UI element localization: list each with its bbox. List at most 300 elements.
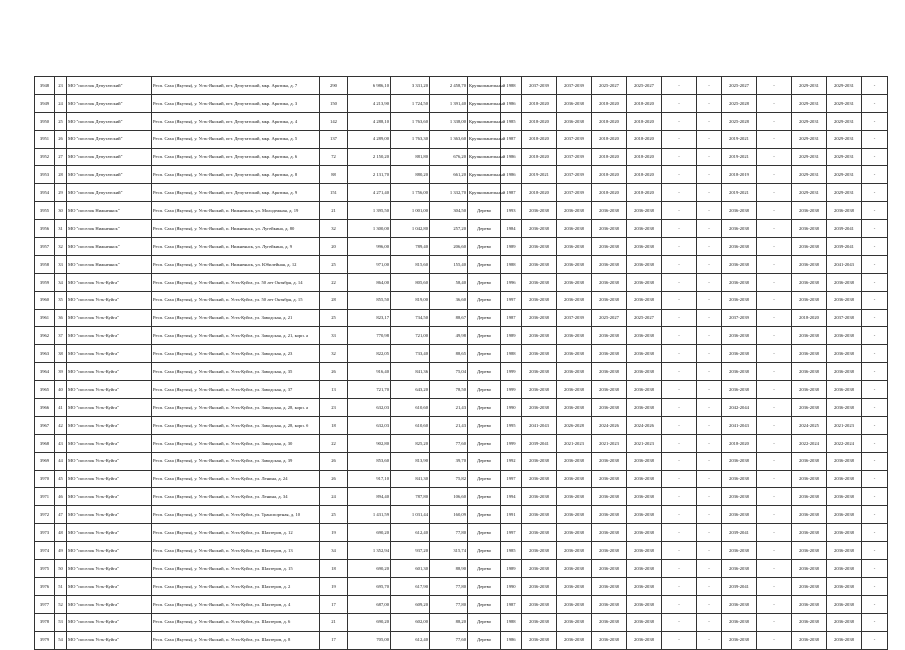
term-7-cell: 2019-2021 — [722, 184, 757, 202]
address-cell: Респ. Саха (Якутия), у. Усть-Янский, п. Усть-Куйга, ул. Шахтеров, д. 15 — [152, 560, 320, 578]
wall-material-cell: Крупнопанельный — [468, 184, 501, 202]
term-8-cell: - — [757, 381, 792, 399]
wall-material-cell: Крупнопанельный — [468, 77, 501, 95]
term-2-cell: 2036-2038 — [557, 291, 592, 309]
residential-area-cell: 813,90 — [391, 452, 430, 470]
build-year-cell: 1986 — [501, 166, 522, 184]
term-9-cell: 2036-2038 — [792, 488, 827, 506]
term-4-cell: 2025-2027 — [627, 77, 662, 95]
municipality-cell: МО "поселок Усть-Куйга" — [67, 381, 152, 399]
address-cell: Респ. Саха (Якутия), у. Усть-Янский, пгт. Депутатский, мкр. Арктика, д. 7 — [152, 77, 320, 95]
address-cell: Респ. Саха (Якутия), у. Усть-Янский, п. Усть-Куйга, ул. Заводская, д. 30 — [152, 434, 320, 452]
term-9-cell: 2036-2038 — [792, 381, 827, 399]
row-number-cell: 3955 — [35, 202, 55, 220]
table-row — [35, 202, 888, 220]
local-number-cell: 37 — [55, 327, 67, 345]
residents-cell: 72 — [320, 148, 348, 166]
term-2-cell: 2036-2038 — [557, 399, 592, 417]
row-number-cell: 3968 — [35, 434, 55, 452]
term-11-cell: - — [862, 327, 888, 345]
term-11-cell: - — [862, 452, 888, 470]
term-7-cell: 2036-2038 — [722, 255, 757, 273]
residents-cell: 32 — [320, 220, 348, 238]
residents-cell: 17 — [320, 631, 348, 649]
build-year-cell: 1997 — [501, 291, 522, 309]
term-3-cell: 2036-2038 — [592, 470, 627, 488]
municipality-cell: МО "поселок Усть-Куйга" — [67, 452, 152, 470]
term-7-cell: 2039-2041 — [722, 577, 757, 595]
term-3-cell: 2018-2020 — [592, 94, 627, 112]
term-11-cell: - — [862, 112, 888, 130]
build-year-cell: 1987 — [501, 130, 522, 148]
term-6-cell: - — [697, 291, 722, 309]
term-3-cell: 2036-2038 — [592, 488, 627, 506]
total-area-cell: 721,70 — [348, 381, 391, 399]
build-year-cell: 1989 — [501, 327, 522, 345]
wall-material-cell: Дерево — [468, 452, 501, 470]
term-7-cell: 2018-2019 — [722, 166, 757, 184]
term-6-cell: - — [697, 470, 722, 488]
term-9-cell: 2036-2038 — [792, 631, 827, 649]
total-area-cell: 705,00 — [348, 631, 391, 649]
nonresidential-area-cell: 1 363,60 — [430, 130, 468, 148]
term-3-cell: 2025-2027 — [592, 77, 627, 95]
term-6-cell: - — [697, 77, 722, 95]
row-number-cell: 3979 — [35, 631, 55, 649]
term-8-cell: - — [757, 399, 792, 417]
table-row — [35, 327, 888, 345]
term-9-cell: 2036-2038 — [792, 470, 827, 488]
term-6-cell: - — [697, 613, 722, 631]
table-row — [35, 577, 888, 595]
residential-area-cell: 825,20 — [391, 434, 430, 452]
municipality-cell: МО "поселок Нижнеянск" — [67, 255, 152, 273]
build-year-cell: 1987 — [501, 309, 522, 327]
residents-cell: 88 — [320, 166, 348, 184]
term-7-cell: 2036-2038 — [722, 595, 757, 613]
term-9-cell: 2036-2038 — [792, 506, 827, 524]
local-number-cell: 45 — [55, 470, 67, 488]
term-6-cell: - — [697, 148, 722, 166]
table-row — [35, 309, 888, 327]
term-4-cell: 2036-2038 — [627, 470, 662, 488]
municipality-cell: МО "поселок Депутатский" — [67, 112, 152, 130]
term-5-cell: - — [662, 166, 697, 184]
residents-cell: 22 — [320, 434, 348, 452]
term-8-cell: - — [757, 345, 792, 363]
term-4-cell: 2036-2038 — [627, 255, 662, 273]
term-1-cell: 2041-2043 — [522, 416, 557, 434]
residential-area-cell: 602,00 — [391, 613, 430, 631]
term-5-cell: - — [662, 452, 697, 470]
term-2-cell: 2026-2028 — [557, 416, 592, 434]
term-6-cell: - — [697, 416, 722, 434]
build-year-cell: 1986 — [501, 94, 522, 112]
municipality-cell: МО "поселок Усть-Куйга" — [67, 345, 152, 363]
table-row — [35, 506, 888, 524]
term-1-cell: 2018-2020 — [522, 94, 557, 112]
build-year-cell: 1985 — [501, 112, 522, 130]
row-number-cell: 3959 — [35, 273, 55, 291]
nonresidential-area-cell: 88,90 — [430, 560, 468, 578]
term-11-cell: - — [862, 130, 888, 148]
residents-cell: 19 — [320, 524, 348, 542]
term-1-cell: 2036-2038 — [522, 327, 557, 345]
term-9-cell: 2036-2038 — [792, 452, 827, 470]
term-3-cell: 2036-2038 — [592, 327, 627, 345]
term-11-cell: - — [862, 238, 888, 256]
term-7-cell: 2036-2038 — [722, 345, 757, 363]
term-9-cell: 2036-2038 — [792, 613, 827, 631]
term-8-cell: - — [757, 77, 792, 95]
nonresidential-area-cell: 1 391,40 — [430, 94, 468, 112]
term-1-cell: 2036-2038 — [522, 202, 557, 220]
term-11-cell: - — [862, 470, 888, 488]
term-10-cell: 2036-2038 — [827, 560, 862, 578]
residential-area-cell: 721,00 — [391, 327, 430, 345]
total-area-cell: 770,98 — [348, 327, 391, 345]
build-year-cell: 1992 — [501, 452, 522, 470]
row-number-cell: 3966 — [35, 399, 55, 417]
term-8-cell: - — [757, 309, 792, 327]
local-number-cell: 51 — [55, 577, 67, 595]
local-number-cell: 52 — [55, 595, 67, 613]
term-8-cell: - — [757, 613, 792, 631]
nonresidential-area-cell: 58,40 — [430, 273, 468, 291]
term-1-cell: 2036-2038 — [522, 273, 557, 291]
term-3-cell: 2024-2026 — [592, 416, 627, 434]
address-cell: Респ. Саха (Якутия), у. Усть-Янский, п. Нижнеянск, ул. Лугейкина, д. 80 — [152, 220, 320, 238]
table-row — [35, 595, 888, 613]
term-4-cell: 2036-2038 — [627, 577, 662, 595]
term-11-cell: - — [862, 542, 888, 560]
wall-material-cell: Дерево — [468, 470, 501, 488]
term-5-cell: - — [662, 255, 697, 273]
local-number-cell: 38 — [55, 345, 67, 363]
total-area-cell: 690,20 — [348, 524, 391, 542]
term-1-cell: 2039-2041 — [522, 434, 557, 452]
build-year-cell: 1990 — [501, 399, 522, 417]
term-8-cell: - — [757, 327, 792, 345]
total-area-cell: 823,17 — [348, 309, 391, 327]
term-5-cell: - — [662, 595, 697, 613]
address-cell: Респ. Саха (Якутия), у. Усть-Янский, п. Усть-Куйга, ул. Заводская, д. 21, корп. а — [152, 327, 320, 345]
nonresidential-area-cell: 36,60 — [430, 291, 468, 309]
municipality-cell: МО "поселок Усть-Куйга" — [67, 399, 152, 417]
residents-cell: 25 — [320, 309, 348, 327]
term-11-cell: - — [862, 363, 888, 381]
address-cell: Респ. Саха (Якутия), у. Усть-Янский, пгт. Депутатский, мкр. Арктика, д. 6 — [152, 148, 320, 166]
address-cell: Респ. Саха (Якутия), у. Усть-Янский, п. Усть-Куйга, ул. Заводская, д. 23 — [152, 345, 320, 363]
table-row — [35, 452, 888, 470]
residents-cell: 19 — [320, 577, 348, 595]
term-1-cell: 2036-2038 — [522, 488, 557, 506]
term-4-cell: 2036-2038 — [627, 595, 662, 613]
term-3-cell: 2036-2038 — [592, 560, 627, 578]
total-area-cell: 1 431,59 — [348, 506, 391, 524]
row-number-cell: 3958 — [35, 255, 55, 273]
wall-material-cell: Дерево — [468, 488, 501, 506]
term-11-cell: - — [862, 309, 888, 327]
residential-area-cell: 612,40 — [391, 524, 430, 542]
nonresidential-area-cell: 77,80 — [430, 524, 468, 542]
term-3-cell: 2036-2038 — [592, 506, 627, 524]
residential-area-cell: 880,20 — [391, 166, 430, 184]
table-row — [35, 542, 888, 560]
nonresidential-area-cell: 304,50 — [430, 202, 468, 220]
term-4-cell: 2036-2038 — [627, 345, 662, 363]
term-3-cell: 2036-2038 — [592, 595, 627, 613]
table-row — [35, 291, 888, 309]
term-7-cell: 2036-2038 — [722, 452, 757, 470]
address-cell: Респ. Саха (Якутия), у. Усть-Янский, п. Усть-Куйга, ул. Заводская, д. 37 — [152, 381, 320, 399]
row-number-cell: 3977 — [35, 595, 55, 613]
local-number-cell: 47 — [55, 506, 67, 524]
term-3-cell: 2018-2020 — [592, 184, 627, 202]
term-4-cell: 2036-2038 — [627, 291, 662, 309]
term-5-cell: - — [662, 631, 697, 649]
address-cell: Респ. Саха (Якутия), у. Усть-Янский, п. Нижнеянск, ул. Юбилейная, д. 12 — [152, 255, 320, 273]
term-9-cell: 2029-2031 — [792, 166, 827, 184]
term-5-cell: - — [662, 273, 697, 291]
nonresidential-area-cell: 77,80 — [430, 595, 468, 613]
term-4-cell: 2036-2038 — [627, 202, 662, 220]
term-4-cell: 2018-2020 — [627, 94, 662, 112]
row-number-cell: 3948 — [35, 77, 55, 95]
term-1-cell: 2036-2038 — [522, 613, 557, 631]
term-10-cell: 2036-2038 — [827, 452, 862, 470]
total-area-cell: 1 395,50 — [348, 202, 391, 220]
term-2-cell: 2037-2039 — [557, 166, 592, 184]
wall-material-cell: Дерево — [468, 220, 501, 238]
row-number-cell: 3964 — [35, 363, 55, 381]
term-10-cell: 2036-2038 — [827, 631, 862, 649]
build-year-cell: 1997 — [501, 470, 522, 488]
address-cell: Респ. Саха (Якутия), у. Усть-Янский, пгт. Депутатский, мкр. Арктика, д. 3 — [152, 94, 320, 112]
build-year-cell: 1999 — [501, 434, 522, 452]
local-number-cell: 39 — [55, 363, 67, 381]
term-4-cell: 2036-2038 — [627, 238, 662, 256]
term-5-cell: - — [662, 220, 697, 238]
municipality-cell: МО "поселок Усть-Куйга" — [67, 506, 152, 524]
term-6-cell: - — [697, 381, 722, 399]
residential-area-cell: 612,40 — [391, 631, 430, 649]
term-5-cell: - — [662, 399, 697, 417]
municipality-cell: МО "поселок Усть-Куйга" — [67, 273, 152, 291]
term-11-cell: - — [862, 77, 888, 95]
term-10-cell: 2036-2038 — [827, 202, 862, 220]
table-row — [35, 130, 888, 148]
term-10-cell: 2029-2031 — [827, 184, 862, 202]
term-5-cell: - — [662, 416, 697, 434]
row-number-cell: 3956 — [35, 220, 55, 238]
table-row — [35, 470, 888, 488]
term-2-cell: 2036-2038 — [557, 595, 592, 613]
term-5-cell: - — [662, 130, 697, 148]
local-number-cell: 25 — [55, 112, 67, 130]
term-2-cell: 2036-2038 — [557, 112, 592, 130]
term-10-cell: 2036-2038 — [827, 595, 862, 613]
term-6-cell: - — [697, 327, 722, 345]
term-6-cell: - — [697, 577, 722, 595]
local-number-cell: 31 — [55, 220, 67, 238]
term-4-cell: 2036-2038 — [627, 488, 662, 506]
term-1-cell: 2036-2038 — [522, 309, 557, 327]
build-year-cell: 1990 — [501, 577, 522, 595]
term-7-cell: 2042-2044 — [722, 399, 757, 417]
address-cell: Респ. Саха (Якутия), у. Усть-Янский, п. Усть-Куйга, ул. Заводская, д. 35 — [152, 363, 320, 381]
term-9-cell: 2022-2024 — [792, 434, 827, 452]
term-5-cell: - — [662, 327, 697, 345]
term-3-cell: 2036-2038 — [592, 399, 627, 417]
address-cell: Респ. Саха (Якутия), у. Усть-Янский, п. Усть-Куйга, ул. Шахтеров, д. 13 — [152, 542, 320, 560]
table-row — [35, 94, 888, 112]
term-3-cell: 2018-2020 — [592, 112, 627, 130]
term-1-cell: 2036-2038 — [522, 595, 557, 613]
term-1-cell: 2036-2038 — [522, 470, 557, 488]
term-6-cell: - — [697, 506, 722, 524]
term-9-cell: 2036-2038 — [792, 238, 827, 256]
term-11-cell: - — [862, 488, 888, 506]
term-4-cell: 2021-2023 — [627, 434, 662, 452]
local-number-cell: 35 — [55, 291, 67, 309]
term-5-cell: - — [662, 345, 697, 363]
term-6-cell: - — [697, 488, 722, 506]
term-6-cell: - — [697, 202, 722, 220]
local-number-cell: 50 — [55, 560, 67, 578]
term-3-cell: 2025-2027 — [592, 309, 627, 327]
term-1-cell: 2036-2038 — [522, 452, 557, 470]
address-cell: Респ. Саха (Якутия), у. Усть-Янский, п. Усть-Куйга, ул. Заводская, д. 39 — [152, 452, 320, 470]
term-11-cell: - — [862, 291, 888, 309]
term-3-cell: 2036-2038 — [592, 291, 627, 309]
term-1-cell: 2036-2038 — [522, 345, 557, 363]
row-number-cell: 3954 — [35, 184, 55, 202]
row-number-cell: 3953 — [35, 166, 55, 184]
row-number-cell: 3976 — [35, 577, 55, 595]
nonresidential-area-cell: 661,20 — [430, 166, 468, 184]
term-9-cell: 2029-2031 — [792, 77, 827, 95]
term-4-cell: 2036-2038 — [627, 613, 662, 631]
wall-material-cell: Дерево — [468, 399, 501, 417]
term-4-cell: 2036-2038 — [627, 220, 662, 238]
term-9-cell: 2036-2038 — [792, 524, 827, 542]
residential-area-cell: 734,50 — [391, 309, 430, 327]
term-8-cell: - — [757, 220, 792, 238]
term-8-cell: - — [757, 560, 792, 578]
local-number-cell: 33 — [55, 255, 67, 273]
term-5-cell: - — [662, 363, 697, 381]
row-number-cell: 3965 — [35, 381, 55, 399]
residential-area-cell: 1 001,00 — [391, 202, 430, 220]
term-10-cell: 2029-2031 — [827, 130, 862, 148]
table-row — [35, 345, 888, 363]
term-7-cell: 2036-2038 — [722, 506, 757, 524]
term-11-cell: - — [862, 273, 888, 291]
build-year-cell: 1994 — [501, 488, 522, 506]
term-8-cell: - — [757, 184, 792, 202]
residential-area-cell: 789,40 — [391, 238, 430, 256]
wall-material-cell: Крупнопанельный — [468, 166, 501, 184]
term-7-cell: 2036-2038 — [722, 327, 757, 345]
term-2-cell: 2037-2039 — [557, 148, 592, 166]
term-1-cell: 2036-2038 — [522, 560, 557, 578]
term-8-cell: - — [757, 112, 792, 130]
build-year-cell: 1988 — [501, 255, 522, 273]
term-7-cell: 2025-2028 — [722, 112, 757, 130]
term-8-cell: - — [757, 255, 792, 273]
address-cell: Респ. Саха (Якутия), у. Усть-Янский, п. Нижнеянск, ул. Лугейкина, д. 9 — [152, 238, 320, 256]
term-1-cell: 2019-2021 — [522, 166, 557, 184]
table-row — [35, 77, 888, 95]
total-area-cell: 916,40 — [348, 363, 391, 381]
residents-cell: 18 — [320, 416, 348, 434]
term-8-cell: - — [757, 273, 792, 291]
residents-cell: 150 — [320, 94, 348, 112]
total-area-cell: 632,03 — [348, 399, 391, 417]
term-11-cell: - — [862, 524, 888, 542]
municipality-cell: МО "поселок Усть-Куйга" — [67, 613, 152, 631]
term-10-cell: 2036-2038 — [827, 506, 862, 524]
term-9-cell: 2036-2038 — [792, 273, 827, 291]
term-1-cell: 2036-2038 — [522, 381, 557, 399]
term-9-cell: 2036-2038 — [792, 560, 827, 578]
total-area-cell: 971,00 — [348, 255, 391, 273]
build-year-cell: 1988 — [501, 77, 522, 95]
wall-material-cell: Дерево — [468, 273, 501, 291]
term-1-cell: 2036-2038 — [522, 631, 557, 649]
nonresidential-area-cell: 39,70 — [430, 452, 468, 470]
term-11-cell: - — [862, 94, 888, 112]
residents-cell: 290 — [320, 77, 348, 95]
term-4-cell: 2036-2038 — [627, 560, 662, 578]
wall-material-cell: Дерево — [468, 524, 501, 542]
table-row — [35, 148, 888, 166]
term-2-cell: 2037-2039 — [557, 130, 592, 148]
residential-area-cell: 1 031,44 — [391, 506, 430, 524]
total-area-cell: 690,20 — [348, 560, 391, 578]
term-9-cell: 2036-2038 — [792, 345, 827, 363]
term-9-cell: 2029-2031 — [792, 148, 827, 166]
term-9-cell: 2029-2031 — [792, 184, 827, 202]
residential-area-cell: 805,60 — [391, 273, 430, 291]
residents-cell: 21 — [320, 202, 348, 220]
wall-material-cell: Дерево — [468, 345, 501, 363]
term-7-cell: 2018-2020 — [722, 434, 757, 452]
term-3-cell: 2036-2038 — [592, 577, 627, 595]
term-10-cell: 2036-2038 — [827, 345, 862, 363]
residents-cell: 26 — [320, 452, 348, 470]
term-10-cell: 2036-2038 — [827, 613, 862, 631]
total-area-cell: 853,60 — [348, 452, 391, 470]
table-row — [35, 631, 888, 649]
term-11-cell: - — [862, 166, 888, 184]
local-number-cell: 54 — [55, 631, 67, 649]
term-7-cell: 2019-2021 — [722, 130, 757, 148]
nonresidential-area-cell: 77,60 — [430, 631, 468, 649]
term-10-cell: 2029-2031 — [827, 112, 862, 130]
residential-area-cell: 1 724,50 — [391, 94, 430, 112]
wall-material-cell: Дерево — [468, 595, 501, 613]
term-9-cell: 2036-2038 — [792, 202, 827, 220]
term-2-cell: 2036-2038 — [557, 542, 592, 560]
term-5-cell: - — [662, 524, 697, 542]
term-1-cell: 2036-2038 — [522, 524, 557, 542]
term-2-cell: 2036-2038 — [557, 560, 592, 578]
term-10-cell: 2022-2024 — [827, 434, 862, 452]
term-6-cell: - — [697, 130, 722, 148]
table-row — [35, 416, 888, 434]
